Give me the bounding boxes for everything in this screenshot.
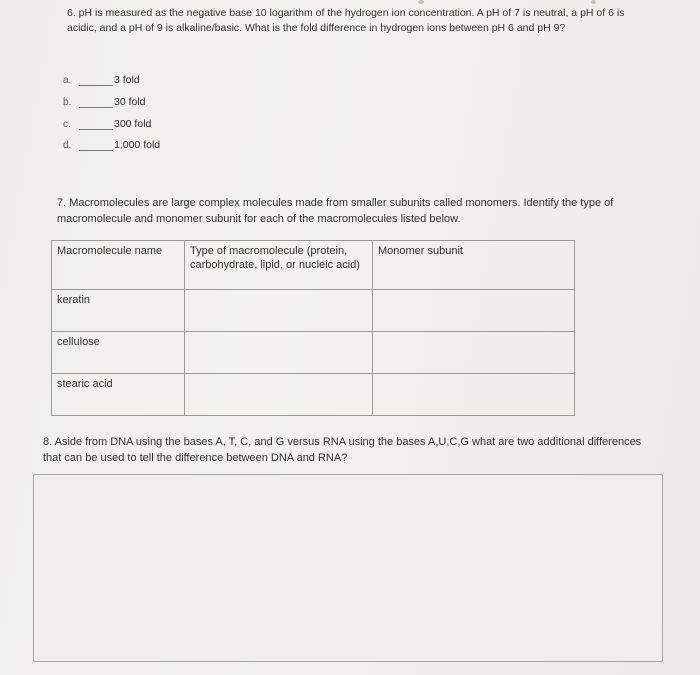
question-7-text: 7. Macromolecules are large complex molecules made from smaller subunits called monomers. Identify the type of macromolecule and monomer subunit for each of the macromolecules listed below. — [57, 197, 614, 225]
choice-letter: a. — [63, 75, 72, 86]
choice-c — [63, 116, 151, 130]
choice-d — [63, 137, 160, 151]
choice-b — [63, 94, 146, 108]
answer-line — [79, 98, 113, 108]
table-row — [52, 332, 575, 374]
header-macromolecule-name: Macromolecule name — [52, 241, 185, 290]
choice-answer: 1,000 fold — [114, 139, 161, 151]
cell-type[interactable] — [185, 290, 373, 332]
cell-monomer[interactable] — [373, 374, 575, 416]
cell-type[interactable] — [185, 332, 373, 374]
choice-answer: 300 fold — [114, 118, 152, 130]
choice-a — [63, 72, 140, 86]
cell-monomer[interactable] — [373, 290, 575, 332]
cell-name: keratin — [52, 290, 185, 332]
table-row — [52, 290, 575, 332]
macromolecule-table — [51, 240, 575, 416]
answer-box-question-8[interactable] — [33, 474, 663, 662]
choice-answer: 3 fold — [114, 74, 140, 86]
table-row — [52, 374, 575, 416]
choice-answer: 30 fold — [114, 96, 146, 108]
question-8-text: 8. Aside from DNA using the bases A, T, C, and G versus RNA using the bases A,U,C,G what are two additional differences that can be used to tell the difference between DNA and RNA? — [43, 436, 642, 464]
ink-mark — [418, 0, 424, 4]
choice-letter: c. — [63, 119, 71, 130]
header-monomer-subunit: Monomer subunit — [373, 241, 575, 290]
answer-line — [79, 120, 113, 130]
header-type-of-macromolecule: Type of macromolecule (protein, carbohydrate, lipid, or nucleic acid) — [185, 241, 373, 290]
cell-monomer[interactable] — [373, 332, 575, 374]
cell-type[interactable] — [185, 374, 373, 416]
answer-line — [79, 76, 113, 86]
answer-line — [79, 141, 113, 151]
choice-letter: d. — [63, 140, 72, 151]
choice-letter: b. — [63, 97, 72, 108]
cell-name: cellulose — [52, 332, 185, 374]
table-header-row — [52, 241, 575, 290]
ink-mark — [591, 0, 596, 4]
cell-name: stearic acid — [52, 374, 185, 416]
question-6-text: 6. pH is measured as the negative base 10 logarithm of the hydrogen ion concentration. A pH of 7 is neutral, a pH of 6 is acidic, and a pH of 9 is alkaline/basic. What is the fold difference in hydrogen ions between pH 6 and pH 9? — [67, 7, 625, 34]
